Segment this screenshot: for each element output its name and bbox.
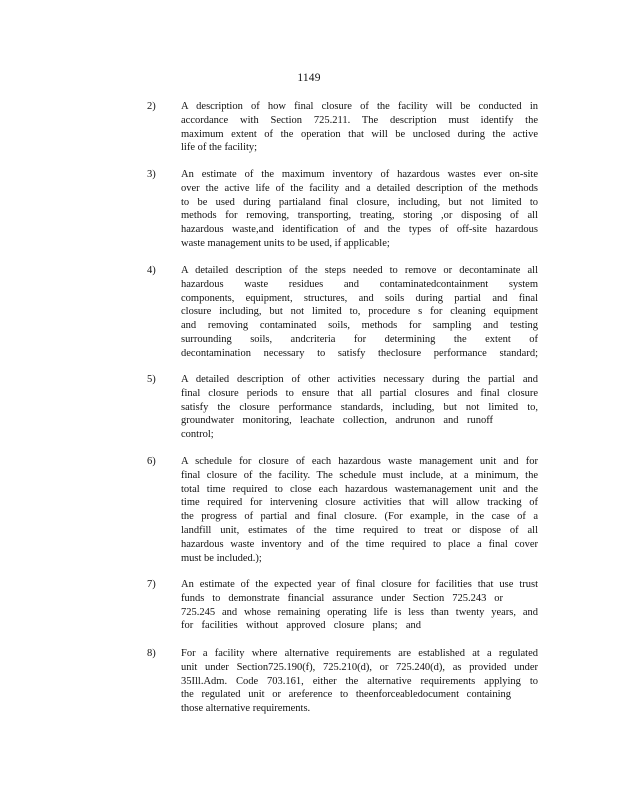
item-text-line: methods for removing, transporting, treating, storing ,or disposing of all: [181, 210, 538, 222]
item-text-line: landfill unit, estimates of the time required to treat or dispose of all: [181, 525, 538, 536]
item-text-line: decontamination necessary to satisfy theclosure performance standard;: [181, 347, 538, 359]
item-text-line: A description of how final closure of the facility will be conducted in: [181, 101, 538, 112]
item-text-line: For a facility where alternative requirements are established at a regulated: [181, 648, 538, 659]
item-text-line: waste management units to be used, if applicable;: [181, 238, 390, 249]
item-text-line: hazardous waste,and identification of and the types of off-site hazardous: [181, 224, 538, 236]
item-text-line: life of the facility;: [181, 142, 258, 154]
item-number: 6): [147, 456, 156, 467]
item-text-line: final closure of the facility. The schedule must include, at a minimum, the: [181, 469, 538, 481]
item-text-line: An estimate of the expected year of final closure for facilities that use trust: [181, 579, 538, 590]
item-text-line: satisfy the closure performance standards, including, but not limited to,: [181, 401, 538, 413]
item-text-line: An estimate of the maximum inventory of hazardous wastes ever on-site: [181, 169, 538, 180]
item-text-line: total time required to close each hazardous wastemanagement unit and the: [181, 483, 538, 495]
item-number: 8): [147, 648, 156, 659]
item-text-line: the progress of partial and final closure. (For example, in the case of a: [181, 511, 538, 523]
item-text-line: over the active life of the facility and a detailed description of the methods: [181, 182, 538, 194]
item-text-line: A detailed description of other activities necessary during the partial and: [181, 374, 538, 385]
page-number: 1149: [297, 72, 321, 84]
item-text-line: unit under Section725.190(f), 725.210(d), or 725.240(d), as provided under: [181, 661, 538, 673]
item-text-line: for facilities without approved closure plans; and: [181, 620, 421, 632]
item-number: 3): [147, 169, 156, 180]
item-text-line: components, equipment, structures, and soils during partial and final: [181, 292, 538, 304]
item-text-line: A detailed description of the steps needed to remove or decontaminate all: [181, 265, 538, 276]
item-number: 4): [147, 265, 156, 276]
item-number: 7): [147, 579, 156, 590]
item-text-line: those alternative requirements.: [181, 703, 311, 715]
item-text-line: to be used during partialand final closure, including, but not limited to: [181, 196, 538, 208]
item-text-line: surrounding soils, andcriteria for determining the extent of: [181, 334, 538, 345]
item-text-line: A schedule for closure of each hazardous waste management unit and for: [181, 456, 538, 467]
item-text-line: control;: [181, 429, 214, 441]
item-text-line: accordance with Section 725.211. The description must identify the: [181, 114, 538, 126]
item-text-line: final closure periods to ensure that all partial closures and final closure: [181, 387, 538, 399]
item-text-line: and removing contaminated soils, methods for sampling and testing: [181, 320, 538, 332]
item-text-line: 35Ill.Adm. Code 703.161, either the alternative requirements applying to: [181, 675, 538, 687]
item-text-line: maximum extent of the operation that will be unclosed during the active: [181, 128, 538, 140]
item-number: 2): [147, 101, 156, 112]
item-text-line: hazardous waste residues and contaminatedcontainment system: [181, 278, 538, 290]
item-text-line: must be included.);: [181, 552, 262, 564]
item-text-line: time required for intervening closure activities that will allow tracking of: [181, 497, 538, 509]
item-text-line: funds to demonstrate financial assurance under Section 725.243 or: [181, 592, 503, 604]
item-text-line: 725.245 and whose remaining operating life is less than twenty years, and: [181, 606, 538, 618]
item-text-line: groundwater monitoring, leachate collection, andrunon and runoff: [181, 415, 493, 427]
item-text-line: hazardous waste inventory and of the time required to place a final cover: [181, 538, 538, 550]
item-number: 5): [147, 374, 156, 385]
item-text-line: the regulated unit or areference to theenforceabledocument containing: [181, 689, 511, 701]
item-text-line: closure including, but not limited to, procedure s for cleaning equipment: [181, 306, 538, 318]
